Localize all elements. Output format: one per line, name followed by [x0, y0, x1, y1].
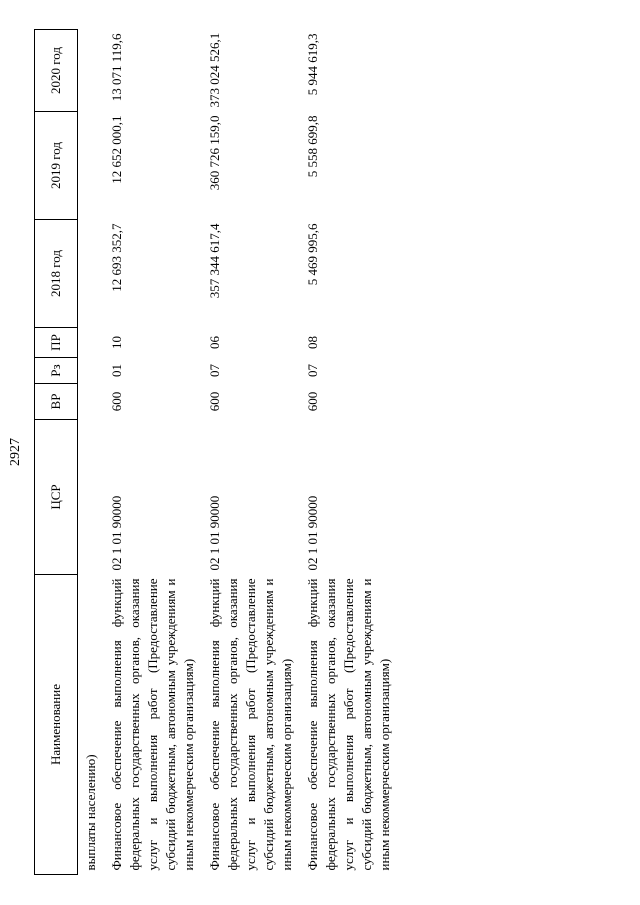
row-2018: 5 469 995,6 [305, 223, 320, 286]
row-name: Финансовое обеспечение выполнения функций федеральных государственных органов, оказания услуг и выполнения работ (Предоставление субсидий бюджетным, автономным учреждениям и иным некоммерческим организациям) [207, 578, 294, 871]
row-pr: 10 [109, 336, 124, 349]
continuation-text: выплаты населению) [83, 754, 98, 871]
table-header-row [35, 30, 78, 875]
row-2020: 373 024 526,1 [207, 32, 222, 108]
table-row [100, 30, 198, 875]
row-vr: 600 [305, 391, 320, 412]
row-2020: 13 071 119,6 [109, 33, 124, 102]
row-pr: 08 [305, 336, 320, 349]
page-number-area [0, 0, 28, 905]
continuation-row [78, 30, 101, 875]
row-pr: 06 [207, 336, 222, 349]
header-vr: ВР [35, 384, 78, 420]
header-csr: ЦСР [35, 420, 78, 575]
row-rz: 07 [207, 364, 222, 377]
header-rz: Рз [35, 358, 78, 384]
row-rz: 07 [305, 364, 320, 377]
row-2019: 360 726 159,0 [207, 115, 222, 191]
rotated-page [34, 30, 640, 875]
row-2019: 12 652 000,1 [109, 115, 124, 184]
row-vr: 600 [207, 391, 222, 412]
table-row [296, 30, 394, 875]
row-vr: 600 [109, 391, 124, 412]
row-2018: 357 344 617,4 [207, 223, 222, 299]
table-row [198, 30, 296, 875]
row-csr: 02 1 01 90000 [305, 495, 320, 571]
header-2019: 2019 год [35, 112, 78, 220]
page-number: 2927 [8, 438, 23, 466]
header-pr: ПР [35, 328, 78, 358]
row-name: Финансовое обеспечение выполнения функций федеральных государственных органов, оказания услуг и выполнения работ (Предоставление субсидий бюджетным, автономным учреждениям и иным некоммерческим организациям) [305, 578, 392, 871]
row-name: Финансовое обеспечение выполнения функций федеральных государственных органов, оказания услуг и выполнения работ (Предоставление субсидий бюджетным, автономным учреждениям и иным некоммерческим организациям) [109, 578, 196, 871]
budget-table [34, 29, 394, 875]
row-2020: 5 944 619,3 [305, 33, 320, 96]
header-name: Наименование [35, 575, 78, 875]
row-csr: 02 1 01 90000 [207, 495, 222, 571]
row-rz: 01 [109, 364, 124, 377]
header-2018: 2018 год [35, 220, 78, 328]
header-2020: 2020 год [35, 30, 78, 112]
row-csr: 02 1 01 90000 [109, 495, 124, 571]
row-2019: 5 558 699,8 [305, 115, 320, 178]
row-2018: 12 693 352,7 [109, 223, 124, 292]
